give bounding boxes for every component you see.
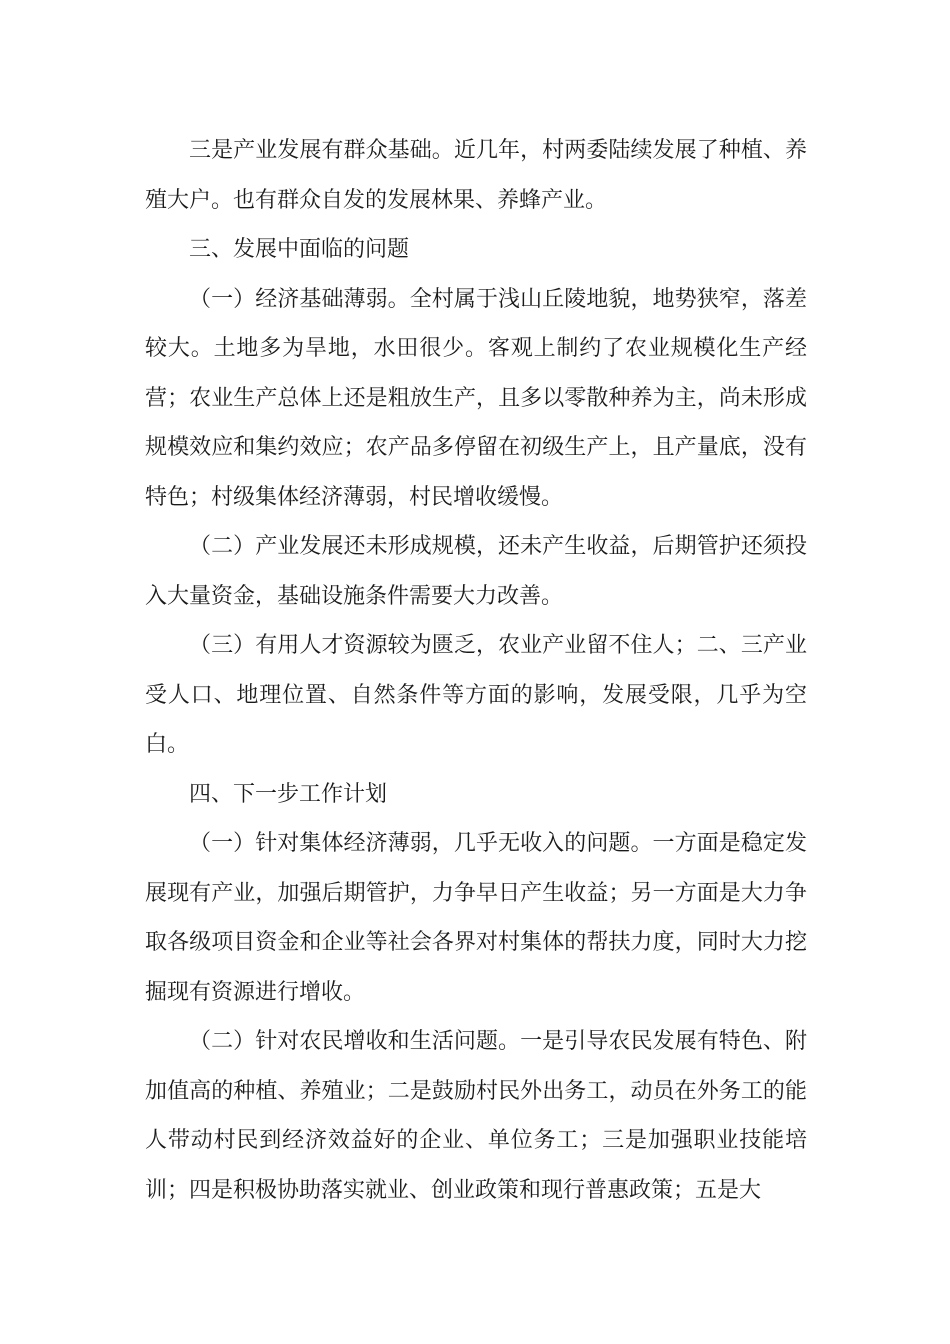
paragraph-problem-2: （二）产业发展还未形成规模，还未产生收益，后期管护还须投入大量资金，基础设施条件需要大力改善。	[145, 534, 807, 609]
paragraph-industry-foundation: 三是产业发展有群众基础。近几年，村两委陆续发展了种植、养殖大户。也有群众自发的发展林果、养蜂产业。	[145, 138, 807, 213]
paragraph-problem-1: （一）经济基础薄弱。全村属于浅山丘陵地貌，地势狭窄，落差较大。土地多为旱地，水田很少。客观上制约了农业规模化生产经营；农业生产总体上还是粗放生产，且多以零散种养为主，尚未形成规模效应和集约效应；农产品多停留在初级生产上，且产量底，没有特色；村级集体经济薄弱，村民增收缓慢。	[145, 286, 807, 510]
paragraph-problem-3: （三）有用人才资源较为匮乏，农业产业留不住人；二、三产业受人口、地理位置、自然条件等方面的影响，发展受限，几乎为空白。	[145, 633, 807, 757]
document-body	[145, 126, 807, 1215]
paragraph-plan-1: （一）针对集体经济薄弱，几乎无收入的问题。一方面是稳定发展现有产业，加强后期管护，力争早日产生收益；另一方面是大力争取各级项目资金和企业等社会各界对村集体的帮扶力度，同时大力挖掘现有资源进行增收。	[145, 831, 807, 1005]
heading-problems: 三、发展中面临的问题	[189, 237, 410, 262]
heading-next-plan: 四、下一步工作计划	[189, 781, 388, 807]
paragraph-plan-2: （二）针对农民增收和生活问题。一是引导农民发展有特色、附加值高的种植、养殖业；二是鼓励村民外出务工，动员在外务工的能人带动村民到经济效益好的企业、单位务工；三是加强职业技能培训；四是积极协助落实就业、创业政策和现行普惠政策；五是大	[145, 1029, 807, 1203]
